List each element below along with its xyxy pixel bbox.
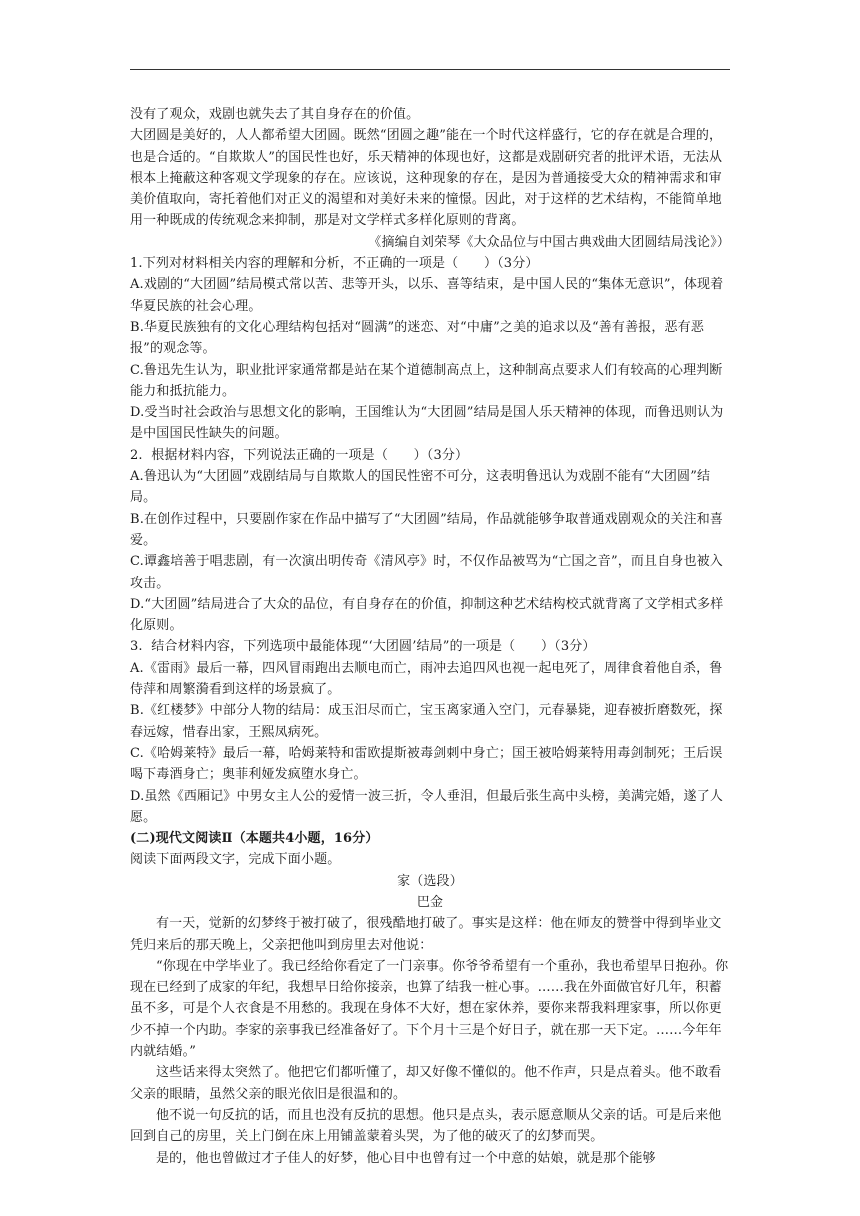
option-d: D.受当时社会政治与思想文化的影响，王国维认为“大团圆”结局是国人乐天精神的体现，而鲁迅则认为是中国国民性缺失的问题。	[130, 405, 724, 442]
paragraph-end: 没有了观众，戏剧也就失去了其自身存在的价值。	[130, 107, 420, 122]
section-heading: (二)现代文阅读Ⅱ（本题共4小题，16分）	[130, 831, 379, 847]
story-author: 巴金	[416, 894, 444, 910]
option-c: C.谭鑫培善于唱悲剧，有一次演出明传奇《清风亭》时，不仅作品被骂为“亡国之音”，而且自身也被入攻击。	[130, 554, 723, 591]
story-paragraph: 是的，他也曾做过才子佳人的好梦，他心目中也曾有过一个中意的姑娘，就是那个能够	[156, 1150, 656, 1166]
option-c: C.鲁迅先生认为，职业批评家通常都是站在某个道德制高点上，这种制高点要求人们有较高的心理判断能力和抵抗能力。	[130, 362, 723, 399]
question-stem: 2. 根据材料内容，下列说法正确的一项是（ ）（3分）	[130, 447, 469, 463]
option-a: A.鲁迅认为“大团圆”戏剧结局与自欺欺人的国民性密不可分，这表明鲁迅认为戏剧不能有“大团圆”结局。	[130, 469, 711, 506]
option-a: A.戏剧的“大团圆”结局模式常以苦、悲等开头，以乐、喜等结束，是中国人民的“集体无意识”，体现着华夏民族的社会心理。	[130, 277, 724, 314]
option-d: D.虽然《西厢记》中男女主人公的爱情一波三折，令人垂泪，但最后张生高中头榜，美满完婚，遂了人愿。	[130, 788, 723, 825]
option-b: B.在创作过程中，只要剧作家在作品中描写了“大团圆”结局，作品就能够争取普通戏剧观众的关注和喜爱。	[130, 511, 724, 548]
question-2	[130, 445, 730, 637]
story-paragraph: 这些话来得太突然了。他把它们都听懂了，却又好像不懂似的。他不作声，只是点着头。他不敢看父亲的眼睛，虽然父亲的眼光依旧是很温和的。	[130, 1065, 722, 1102]
option-b: B.华夏民族独有的文化心理结构包括对“圆满”的迷恋、对“中庸”之美的追求以及“善有善报，恶有恶报”的观念等。	[130, 319, 704, 357]
option-c: C.《哈姆莱特》最后一幕，哈姆莱特和雷欧提斯被毒剑刺中身亡；国王被哈姆莱特用毒剑制死；王后误喝下毒酒身亡；奥菲利娅发疯堕水身亡。	[130, 745, 723, 783]
story-paragraph: 有一天，觉新的幻梦终于被打破了，很残酷地打破了。事实是这样：他在师友的赞誉中得到毕业文凭归来后的那天晚上，父亲把他叫到房里去对他说：	[130, 916, 722, 953]
story-paragraph: 他不说一句反抗的话，而且也没有反抗的思想。他只是点头，表示愿意顺从父亲的话。可是后来他回到自己的房里，关上门倒在床上用铺盖蒙着头哭，为了他的破灭了的幻梦而哭。	[130, 1107, 722, 1145]
instruction: 阅读下面两段文字，完成下面小题。	[130, 852, 341, 868]
story-paragraph: “你现在中学毕业了。我已经给你看定了一门亲事。你爷爷希望有一个重孙，我也希望早日抱孙。你现在已经到了成家的年纪，我想早日给你接亲，也算了结我一桩心事。……我在外面做官好几年，积蓄虽不多，可是个人衣食是不用愁的。我现在身体不大好，想在家休养，要你来帮我料理家事，所以你更少不掉一个内助。李家的亲事我已经准备好了。下个月十三是个好日子，就在那一天下定。……今年年内就结婚。”	[130, 958, 729, 1060]
question-3	[130, 636, 730, 828]
question-1	[130, 253, 730, 445]
source-citation: 《摘编自刘荣琴《大众品位与中国古典戏曲大团圆结局浅论》）	[368, 234, 730, 250]
option-d: D.“大团圆”结局进合了大众的品位，有自身存在的价值，抑制这种艺术结构校式就背离了文学相式多样化原则。	[130, 596, 724, 634]
question-stem: 1.下列对材料相关内容的理解和分析，不正确的一项是（ ）（3分）	[130, 256, 539, 272]
option-b: B.《红楼梦》中部分人物的结局：成玉汨尽而亡，宝玉离家通入空门，元春暴毙，迎春被折磨数死，探春远嫁，惜春出家，王熙凤病死。	[130, 703, 723, 740]
paragraph-tuanyuan: 大团圆是美好的，人人都希望大团圆。既然“团圆之趣”能在一个时代这样盛行，它的存在就是合理的，也是合适的。“自欺欺人”的国民性也好，乐天精神的体现也好，这都是戏剧研究者的批评术语，无法从根本上掩蔽这种客观文学现象的存在。应该说，这种现象的存在，是因为普通接受大众的精神需求和审美价值取向，寄托着他们对正义的渴望和对美好未来的憧憬。因此，对于这样的艺术结构，不能简单地用一种既成的传统观念来抑制，那是对文学样式多样化原则的背离。	[130, 128, 723, 229]
story-title: 家（选段）	[397, 873, 463, 889]
document-body	[130, 104, 730, 1169]
question-stem: 3. 结合材料内容，下列选项中最能体现“‘大团圆’结局”的一项是（ ）（3分）	[130, 639, 596, 655]
header-rule	[130, 69, 730, 70]
option-a: A.《雷雨》最后一幕，四风冒雨跑出去顺电而亡，雨冲去追四风也视一起电死了，周律食着他自杀，鲁侍萍和周繁漪看到这样的场景疯了。	[130, 660, 723, 698]
